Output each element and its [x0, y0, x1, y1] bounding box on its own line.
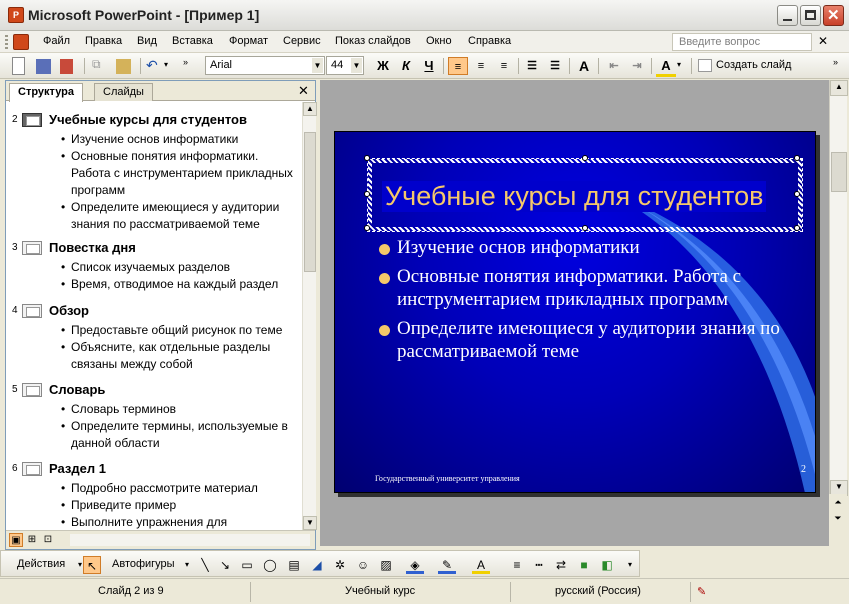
outline-bullet[interactable]: • Предоставьте общий рисунок по теме: [61, 322, 301, 339]
font-size-value: 44: [331, 59, 344, 71]
scroll-up-icon[interactable]: ▲: [830, 80, 848, 96]
help-question-input[interactable]: Введите вопрос: [672, 33, 812, 51]
toolbar-separator: [140, 58, 141, 74]
dash-style-icon[interactable]: ┅: [535, 558, 543, 572]
undo-icon[interactable]: ↶: [146, 57, 158, 73]
view-buttons-bar: [6, 530, 315, 549]
outline-bullet[interactable]: • Словарь терминов: [61, 401, 301, 418]
bullet-dot-icon: [379, 273, 390, 284]
document-icon[interactable]: [13, 34, 29, 50]
resize-handle[interactable]: [364, 191, 370, 197]
outline-slide-title[interactable]: Обзор: [49, 303, 89, 318]
slide-edit-area: [320, 80, 829, 546]
rectangle-icon[interactable]: ▭: [241, 558, 253, 572]
arrow-style-icon[interactable]: ⇄: [555, 558, 567, 572]
slide-icon[interactable]: [22, 113, 42, 127]
paste-icon[interactable]: [116, 59, 131, 74]
slide-body[interactable]: [375, 236, 795, 369]
decrease-indent-icon[interactable]: ⇤: [609, 60, 619, 72]
align-right-button[interactable]: ≡: [500, 60, 508, 72]
toolbar-separator: [84, 58, 85, 74]
resize-handle[interactable]: [364, 225, 370, 231]
outline-bullet[interactable]: • Основные понятия информатики. Работа с инструментарием прикладных программ: [61, 148, 301, 199]
outline-bullet[interactable]: • Определите термины, используемые в данной области: [61, 418, 301, 452]
new-icon[interactable]: [12, 57, 25, 75]
minimize-button[interactable]: [777, 5, 798, 26]
resize-handle[interactable]: [582, 225, 588, 231]
spelling-check-icon[interactable]: ✎: [697, 586, 707, 598]
menu-slideshow[interactable]: Показ слайдов: [335, 35, 411, 47]
underline-button[interactable]: Ч: [424, 58, 434, 73]
pane-tabs: [6, 81, 315, 101]
toolbar-options-icon[interactable]: »: [833, 57, 839, 67]
slide-number: 2: [12, 114, 18, 125]
outline-bullet[interactable]: • Приведите пример: [61, 497, 301, 514]
normal-view-icon[interactable]: ▣: [9, 533, 23, 547]
slideshow-icon[interactable]: ⊡: [43, 534, 53, 545]
font-size-select[interactable]: [326, 56, 364, 75]
chevron-down-icon[interactable]: ▾: [77, 560, 82, 569]
slide-number: 6: [12, 463, 18, 474]
slide-bullet-text: Изучение основ информатики: [397, 237, 640, 258]
slide-icon[interactable]: [22, 304, 42, 318]
line-color-icon[interactable]: ✎: [438, 556, 456, 574]
close-button[interactable]: [823, 5, 844, 26]
slide-sorter-icon[interactable]: ⊞: [27, 534, 37, 545]
scroll-up-icon[interactable]: ▲: [303, 102, 317, 116]
font-value: Arial: [210, 59, 233, 71]
shadow-icon[interactable]: ■: [580, 558, 588, 572]
chevron-down-icon: ▼: [351, 58, 362, 73]
toolbar-separator: [569, 58, 570, 74]
outline-bullet[interactable]: • Определите имеющиеся у аудитории знания по рассматриваемой теме: [61, 199, 301, 233]
toolbar-separator: [691, 58, 692, 74]
menu-format[interactable]: Формат: [229, 35, 269, 47]
italic-button[interactable]: К: [402, 58, 410, 73]
bulleted-list-icon[interactable]: ☰: [550, 60, 560, 72]
outline-bullet[interactable]: • Изучение основ информатики: [61, 131, 301, 148]
resize-handle[interactable]: [794, 155, 800, 161]
document-close-icon[interactable]: ✕: [818, 34, 829, 48]
slide-bullet[interactable]: [375, 236, 795, 259]
toolbar-grip[interactable]: [5, 35, 8, 49]
bullet-dot-icon: [379, 325, 390, 336]
menu-view[interactable]: Вид: [137, 35, 157, 47]
menu-bar: [0, 31, 849, 53]
slide-icon[interactable]: [22, 383, 42, 397]
menu-help[interactable]: Справка: [468, 35, 512, 47]
copy-icon[interactable]: ⧉: [92, 57, 101, 71]
numbered-list-icon[interactable]: ☰: [527, 60, 537, 72]
oval-icon[interactable]: ◯: [263, 558, 277, 572]
new-slide-button[interactable]: Создать слайд: [716, 59, 792, 71]
menu-tools[interactable]: Сервис: [283, 35, 321, 47]
slide-number: 5: [12, 384, 18, 395]
slide-icon[interactable]: [22, 241, 42, 255]
undo-dropdown-icon[interactable]: ▾: [164, 60, 169, 69]
autoshapes-menu[interactable]: Автофигуры: [112, 558, 175, 570]
outline-bullet[interactable]: • Подробно рассмотрите материал: [61, 480, 301, 497]
scroll-down-icon[interactable]: ▼: [830, 480, 848, 496]
3d-icon[interactable]: ◧: [601, 558, 613, 572]
slide-bullet[interactable]: [375, 265, 795, 311]
slide-number: 3: [12, 242, 18, 253]
arrow-icon[interactable]: ↘: [219, 558, 231, 572]
maximize-button[interactable]: [800, 5, 821, 26]
slide-number: 4: [12, 305, 18, 316]
menu-insert[interactable]: Вставка: [172, 35, 213, 47]
toolbar-separator: [651, 58, 652, 74]
status-bar: [0, 578, 849, 604]
resize-handle[interactable]: [794, 191, 800, 197]
toolbar-separator: [598, 58, 599, 74]
pane-close-icon[interactable]: ✕: [298, 83, 309, 98]
slide-canvas[interactable]: [334, 131, 816, 493]
outline-list[interactable]: [6, 102, 302, 530]
scroll-thumb[interactable]: [304, 132, 316, 272]
select-pointer-icon[interactable]: ↖: [83, 556, 101, 574]
increase-font-icon[interactable]: A: [578, 58, 590, 74]
slide-bullet[interactable]: [375, 317, 795, 363]
outline-slide-title[interactable]: Словарь: [49, 382, 106, 397]
save-icon[interactable]: [36, 59, 51, 74]
slide-footer[interactable]: Государственный университет управления: [375, 474, 520, 483]
status-slide-count: Слайд 2 из 9: [98, 585, 164, 597]
window-title: Microsoft PowerPoint - [Пример 1]: [28, 7, 260, 23]
actions-menu[interactable]: Действия: [17, 558, 66, 570]
increase-indent-icon[interactable]: ⇥: [632, 60, 642, 72]
previous-slide-icon[interactable]: ⏶: [834, 497, 842, 507]
toolbar-separator: [443, 58, 444, 74]
chevron-down-icon: ▼: [312, 58, 323, 73]
toolbar-options-icon[interactable]: »: [183, 57, 189, 67]
status-design[interactable]: Учебный курс: [345, 585, 416, 597]
slide-title-placeholder[interactable]: [368, 159, 802, 231]
bullet-dot-icon: [379, 244, 390, 255]
print-icon[interactable]: [60, 59, 73, 74]
align-center-button[interactable]: ≡: [477, 60, 485, 72]
chevron-down-icon[interactable]: ▾: [184, 560, 189, 569]
diagram-icon[interactable]: ✲: [334, 558, 346, 572]
scroll-down-icon[interactable]: ▼: [303, 516, 317, 530]
outline-bullet[interactable]: • Список изучаемых разделов: [61, 259, 301, 276]
outline-bullet[interactable]: • Объясните, как отдельные разделы связаны между собой: [61, 339, 301, 373]
fill-color-icon[interactable]: ◈: [406, 556, 424, 574]
status-separator: [250, 582, 251, 602]
slide-bullet-text: Основные понятия информатики. Работа с инструментарием прикладных программ: [397, 266, 742, 310]
resize-handle[interactable]: [794, 225, 800, 231]
slide-nav-buttons: [829, 494, 847, 546]
outline-slide-title[interactable]: Учебные курсы для студентов: [49, 112, 247, 127]
font-color-icon[interactable]: A: [656, 57, 676, 77]
menu-edit[interactable]: Правка: [85, 35, 123, 47]
maximize-icon: [805, 10, 816, 20]
slide-title[interactable]: Учебные курсы для студентов: [382, 181, 766, 212]
drawing-toolbar: [0, 550, 640, 577]
clipart-icon[interactable]: ☺: [356, 558, 370, 572]
resize-handle[interactable]: [582, 155, 588, 161]
outline-bullet[interactable]: • Время, отводимое на каждый раздел: [61, 276, 301, 293]
line-style-icon[interactable]: ≡: [513, 558, 521, 572]
resize-handle[interactable]: [364, 155, 370, 161]
menu-window[interactable]: Окно: [426, 35, 452, 47]
tab-slides[interactable]: Слайды: [94, 83, 153, 101]
new-slide-icon[interactable]: [698, 59, 712, 72]
tab-outline[interactable]: Структура: [9, 83, 83, 102]
outline-pane: [5, 80, 316, 550]
status-separator: [510, 582, 511, 602]
toolbar-options-icon[interactable]: ▾: [627, 560, 632, 569]
slide-scrollbar[interactable]: [829, 80, 847, 528]
line-icon[interactable]: ╲: [201, 558, 209, 572]
slide-icon[interactable]: [22, 462, 42, 476]
align-left-button[interactable]: ≡: [448, 57, 468, 75]
font-color-dropdown-icon[interactable]: ▾: [677, 60, 682, 69]
wordart-icon[interactable]: ◢: [312, 558, 322, 572]
font-color-icon[interactable]: A: [472, 556, 490, 574]
menu-file[interactable]: Файл: [43, 35, 71, 47]
textbox-icon[interactable]: ▤: [288, 558, 300, 572]
powerpoint-app-icon[interactable]: P: [8, 7, 24, 23]
toolbar: [0, 53, 849, 79]
slide-bullet-text: Определите имеющиеся у аудитории знания по рассматриваемой теме: [397, 318, 780, 362]
toolbar-separator: [518, 58, 519, 74]
next-slide-icon[interactable]: ⏷: [834, 513, 842, 523]
scroll-thumb[interactable]: [831, 152, 847, 192]
title-bar: [0, 0, 849, 31]
outline-slide-title[interactable]: Раздел 1: [49, 461, 106, 476]
close-icon: ✕: [827, 7, 840, 24]
picture-icon[interactable]: ▨: [380, 558, 392, 572]
status-separator: [690, 582, 691, 602]
outline-bullet[interactable]: • Выполните упражнения для: [61, 514, 301, 530]
outline-scrollbar[interactable]: [302, 102, 316, 530]
outline-slide-title[interactable]: Повестка дня: [49, 240, 136, 255]
minimize-icon: [783, 19, 792, 21]
slide-number-field[interactable]: 2: [801, 464, 806, 475]
horizontal-scrollbar[interactable]: [70, 534, 310, 546]
font-select[interactable]: [205, 56, 325, 75]
status-language: русский (Россия): [555, 585, 641, 597]
bold-button[interactable]: Ж: [377, 58, 389, 73]
